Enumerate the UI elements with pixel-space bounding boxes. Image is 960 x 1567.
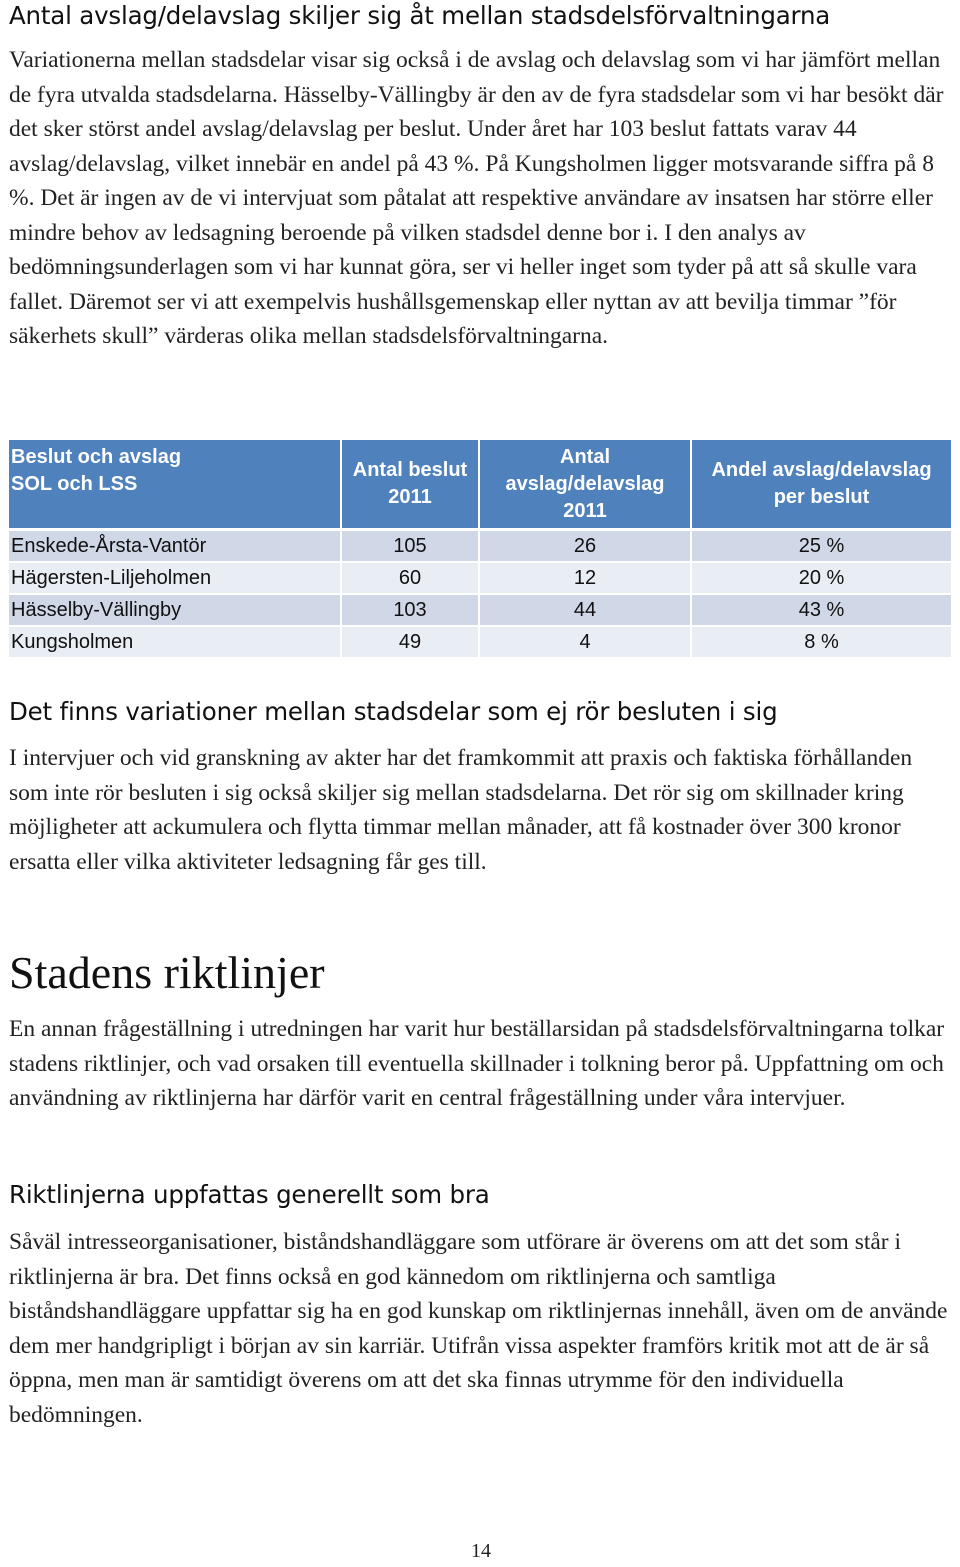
paragraph-avslag: Variationerna mellan stadsdelar visar sig också i de avslag och delavslag som vi har jämfört mellan de fyra utvalda stadsdelarna. Hässelby-Vällingby är den av de fyra stadsdelar som vi har besökt där det sker störst andel avslag/delavslag per beslut. Under året har 103 beslut fattats varav 44 avslag/delavslag, vilket innebär en andel på 43 %. På Kungsholmen ligger motsvarande siffra på 8 %. Det är ingen av de vi intervjuat som påtalat att respektive användare av insatsen har större eller mindre behov av ledsagning beroende på vilken stadsdel denne bor i. I den analys av bedömningsunderlagen som vi har kunnat göra, ser vi heller inget som tyder på att så skulle vara fallet. Däremot ser vi att exempelvis hushållsgemenskap eller nyttan av att bevilja timmar ”för säkerhets skull” värderas olika mellan stadsdelsförvaltningarna.: [9, 47, 944, 349]
header-district: [9, 440, 341, 530]
cell-beslut: 103: [341, 594, 479, 626]
header-avslag-line3: 2011: [563, 499, 607, 522]
section-heading-variationer: Det finns variationer mellan stadsdelar som ej rör besluten i sig: [9, 697, 778, 726]
table-header-row: [9, 440, 951, 530]
cell-district: Hässelby-Vällingby: [9, 594, 341, 626]
cell-andel: 25 %: [691, 530, 951, 563]
section-heading-avslag: Antal avslag/delavslag skiljer sig åt mellan stadsdelsförvaltningarna: [9, 1, 831, 30]
table-row: [9, 626, 951, 658]
section-heading-riktlinjer-bra: Riktlinjerna uppfattas generellt som bra: [9, 1180, 490, 1209]
cell-beslut: 105: [341, 530, 479, 563]
paragraph-variationer: I intervjuer och vid granskning av akter har det framkommit att praxis och faktiska förhållanden som inte rör besluten i sig också skiljer sig mellan stadsdelarna. Det rör sig om skillnader kring möjligheter att ackumulera och flytta timmar mellan månader, att få kostnader över 300 kronor ersatta eller vilka aktiviteter ledsagning får ges till.: [9, 745, 913, 875]
cell-avslag: 26: [479, 530, 691, 563]
paragraph-riktlinjer: En annan frågeställning i utredningen har varit hur beställarsidan på stadsdelsförvaltningarna tolkar stadens riktlinjer, och vad orsaken till eventuella skillnader i tolkning beror på. Uppfattning om och användning av riktlinjerna har därför varit en central frågeställning under våra intervjuer.: [9, 1016, 945, 1111]
cell-avslag: 4: [479, 626, 691, 658]
header-avslag: [479, 440, 691, 530]
paragraph-riktlinjer-bra: Såväl intresseorganisationer, biståndshandläggare som utförare är överens om att det som står i riktlinjerna är bra. Det finns också en god kännedom om riktlinjerna och samtliga biståndshandläggare uppfattar sig ha en god kunskap om riktlinjernas innehåll, även om de använde dem mer handgripligt i början av sin karriär. Utifrån vissa aspekter framförs kritik mot att de är så öppna, men man är samtidigt överens om att det ska finnas utrymme för den individuella bedömningen.: [9, 1229, 948, 1428]
cell-beslut: 60: [341, 562, 479, 594]
cell-district: Hägersten-Liljeholmen: [9, 562, 341, 594]
header-district-line2: SOL och LSS: [11, 473, 138, 495]
cell-andel: 20 %: [691, 562, 951, 594]
cell-district: Kungsholmen: [9, 626, 341, 658]
cell-avslag: 12: [479, 562, 691, 594]
table-row: [9, 562, 951, 594]
decisions-table: [9, 440, 951, 659]
page-number: 14: [471, 1540, 491, 1562]
table-row: [9, 594, 951, 626]
header-avslag-line2: avslag/delavslag: [505, 472, 665, 495]
chapter-title: Stadens riktlinjer: [9, 947, 325, 998]
header-district-line1: Beslut och avslag: [11, 446, 182, 468]
header-beslut: [341, 440, 479, 530]
header-andel: [691, 440, 951, 530]
cell-avslag: 44: [479, 594, 691, 626]
cell-andel: 43 %: [691, 594, 951, 626]
header-andel-line1: Andel avslag/delavslag: [711, 459, 932, 481]
header-beslut-line1: Antal beslut: [352, 459, 468, 481]
cell-district: Enskede-Årsta-Vantör: [9, 530, 341, 563]
cell-andel: 8 %: [691, 626, 951, 658]
table-row: [9, 530, 951, 563]
header-beslut-line2: 2011: [388, 486, 432, 508]
cell-beslut: 49: [341, 626, 479, 658]
header-avslag-line1: Antal: [560, 445, 610, 468]
header-andel-line2: per beslut: [773, 486, 870, 508]
